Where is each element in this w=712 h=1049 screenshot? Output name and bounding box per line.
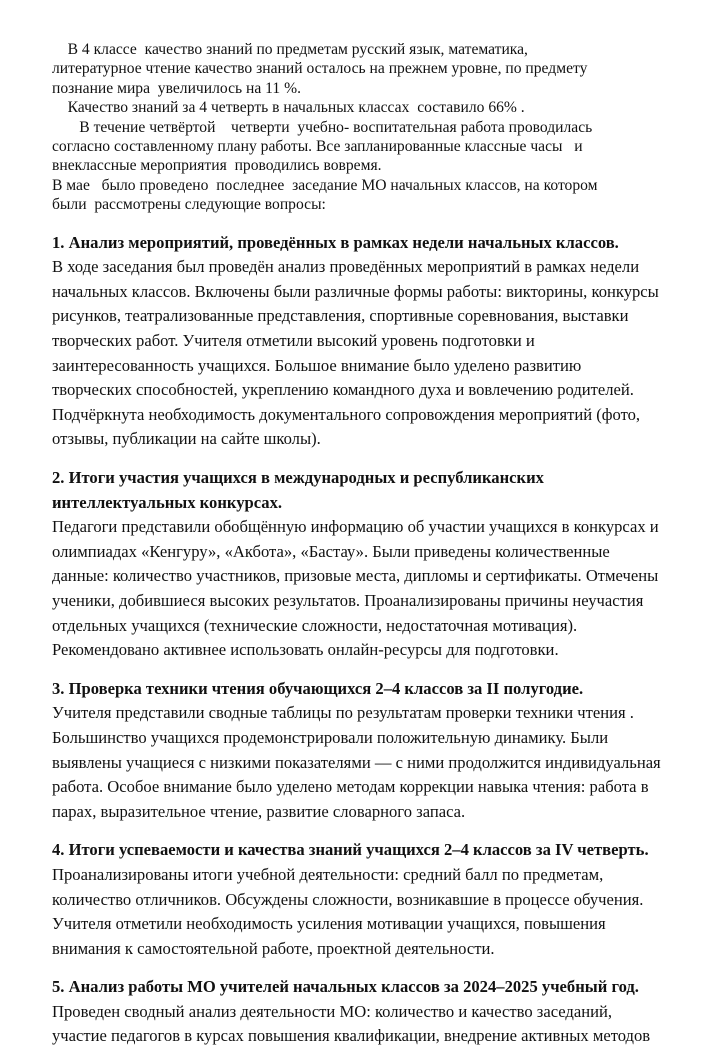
body-line: работа. Особое внимание было уделено методам коррекции навыка чтения: работа в <box>52 777 649 797</box>
intro-line: В 4 классе качество знаний по предметам русский язык, математика, <box>52 41 528 58</box>
section-title: интеллектуальных конкурсах. <box>52 492 283 512</box>
body-line: отдельных учащихся (технические сложности, недостаточная мотивация). <box>52 615 578 635</box>
body-line: количество отличников. Обсуждены сложности, возникавшие в процессе обучения. <box>52 889 644 909</box>
section-5 <box>52 975 672 1049</box>
body-line: выявлены учащиеся с низкими показателями — с ними продолжится индивидуальная <box>52 752 661 772</box>
body-line: Учителя отметили необходимость усиления мотивации учащихся, повышения <box>52 914 606 934</box>
body-line: внимания к самостоятельной работе, проектной деятельности. <box>52 938 495 958</box>
body-line: Рекомендовано активнее использовать онлайн-ресурсы для подготовки. <box>52 640 559 660</box>
section-body <box>52 863 672 961</box>
section-title: 2. Итоги участия учащихся в международных и республиканских <box>52 468 544 487</box>
section-2 <box>52 466 672 663</box>
body-line: Учителя представили сводные таблицы по результатам проверки техники чтения . <box>52 703 634 723</box>
body-line: парах, выразительное чтение, развитие словарного запаса. <box>52 801 466 821</box>
intro-line: В течение четвёртой четверти учебно- воспитательная работа проводилась <box>52 118 593 136</box>
body-line: Подчёркнута необходимость документального сопровождения мероприятий (фото, <box>52 404 641 424</box>
body-line: участие педагогов в курсах повышения квалификации, внедрение активных методов <box>52 1026 651 1046</box>
body-line: творческих работ. Учителя отметили высокий уровень подготовки и <box>52 331 535 351</box>
body-line: заинтересованность учащихся. Большое внимание было уделено развитию <box>52 355 582 375</box>
section-4 <box>52 838 672 961</box>
body-line: олимпиадах «Кенгуру», «Акбота», «Бастау». Были приведены количественные <box>52 541 610 561</box>
intro-line: В мае было проведено последнее заседание МО начальных классов, на котором <box>52 176 598 194</box>
intro-line: внеклассные мероприятия проводились вовремя. <box>52 157 382 175</box>
body-line: рисунков, театрализованные представления, спортивные соревнования, выставки <box>52 306 629 326</box>
body-line: Педагоги представили обобщённую информацию об участии учащихся в конкурсах и <box>52 517 659 537</box>
section-title: 1. Анализ мероприятий, проведённых в рамках недели начальных классов. <box>52 232 619 252</box>
section-body <box>52 1000 672 1049</box>
body-line: Большинство учащихся продемонстрировали положительную динамику. Были <box>52 727 609 747</box>
intro-paragraphs <box>52 40 672 215</box>
intro-line: познание мира увеличилось на 11 %. <box>52 79 301 97</box>
intro-line: согласно составленному плану работы. Все запланированные классные часы и <box>52 138 583 156</box>
body-line: творческих способностей, укреплению командного духа и вовлечению родителей. <box>52 380 634 400</box>
body-line: начальных классов. Включены были различные формы работы: викторины, конкурсы <box>52 281 659 301</box>
intro-line: литературное чтение качество знаний осталось на прежнем уровне, по предмету <box>52 60 588 78</box>
intro-line: Качество знаний за 4 четверть в начальных классах составило 66% . <box>52 99 525 117</box>
body-line: данные: количество участников, призовые места, дипломы и сертификаты. Отмечены <box>52 566 659 586</box>
section-body <box>52 255 672 452</box>
intro-line: были рассмотрены следующие вопросы: <box>52 196 326 214</box>
body-line: В ходе заседания был проведён анализ проведённых мероприятий в рамках недели <box>52 257 640 277</box>
body-line: Проанализированы итоги учебной деятельности: средний балл по предметам, <box>52 864 604 884</box>
body-line: отзывы, публикации на сайте школы). <box>52 429 321 449</box>
section-title: 5. Анализ работы МО учителей начальных классов за 2024–2025 учебный год. <box>52 977 639 997</box>
section-body <box>52 701 672 824</box>
section-1 <box>52 231 672 452</box>
section-title: 3. Проверка техники чтения обучающихся 2–4 классов за II полугодие. <box>52 678 584 698</box>
body-line: ученики, добившиеся высоких результатов. Проанализированы причины неучастия <box>52 590 644 610</box>
section-3 <box>52 677 672 825</box>
section-body <box>52 515 672 663</box>
body-line: Проведен сводный анализ деятельности МО: количество и качество заседаний, <box>52 1001 613 1021</box>
section-title: 4. Итоги успеваемости и качества знаний учащихся 2–4 классов за IV четверть. <box>52 840 649 860</box>
